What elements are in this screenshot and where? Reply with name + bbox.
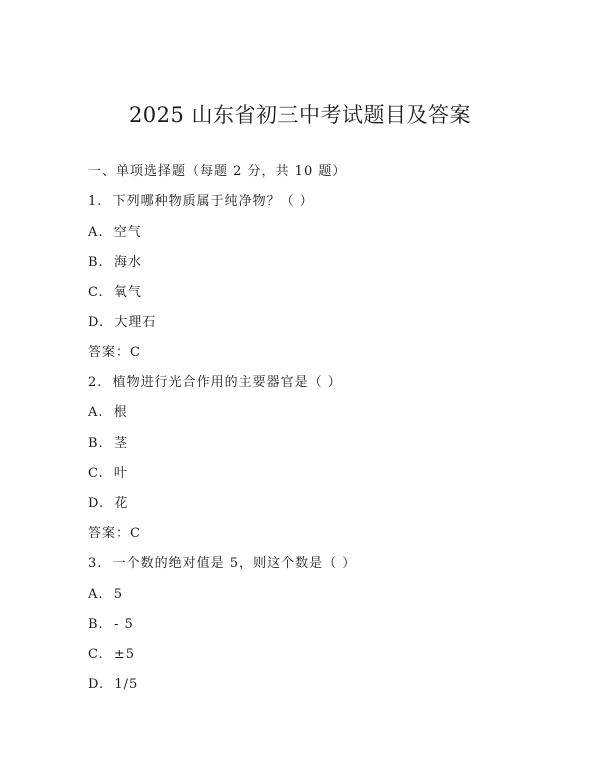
question-2-option-b: B. 茎 [88, 436, 128, 451]
question-2-option-a: A. 根 [88, 405, 128, 420]
question-1-option-a: A. 空气 [88, 225, 142, 240]
question-2-option-d: D. 花 [88, 496, 129, 511]
question-3: 3. 一个数的绝对值是 5，则这个数是（ ） [88, 556, 357, 571]
question-3-option-a: A. 5 [88, 587, 124, 602]
question-3-option-b: B. - 5 [88, 617, 134, 632]
question-1-option-c: C. 氧气 [88, 285, 142, 300]
document-title: 2025 山东省初三中考试题目及答案 [128, 103, 472, 127]
question-2-option-c: C. 叶 [88, 466, 128, 481]
question-2-answer: 答案：C [88, 526, 141, 541]
section-heading: 一、单项选择题（每题 2 分，共 10 题） [88, 164, 347, 179]
question-3-option-c: C. ±5 [88, 647, 136, 662]
question-1-option-d: D. 大理石 [88, 315, 157, 330]
question-3-option-d: D. 1/5 [88, 677, 139, 692]
question-2: 2. 植物进行光合作用的主要器官是（ ） [88, 375, 342, 390]
question-1-option-b: B. 海水 [88, 255, 142, 270]
question-1: 1. 下列哪种物质属于纯净物？（ ） [88, 194, 314, 209]
question-1-answer: 答案：C [88, 345, 141, 360]
